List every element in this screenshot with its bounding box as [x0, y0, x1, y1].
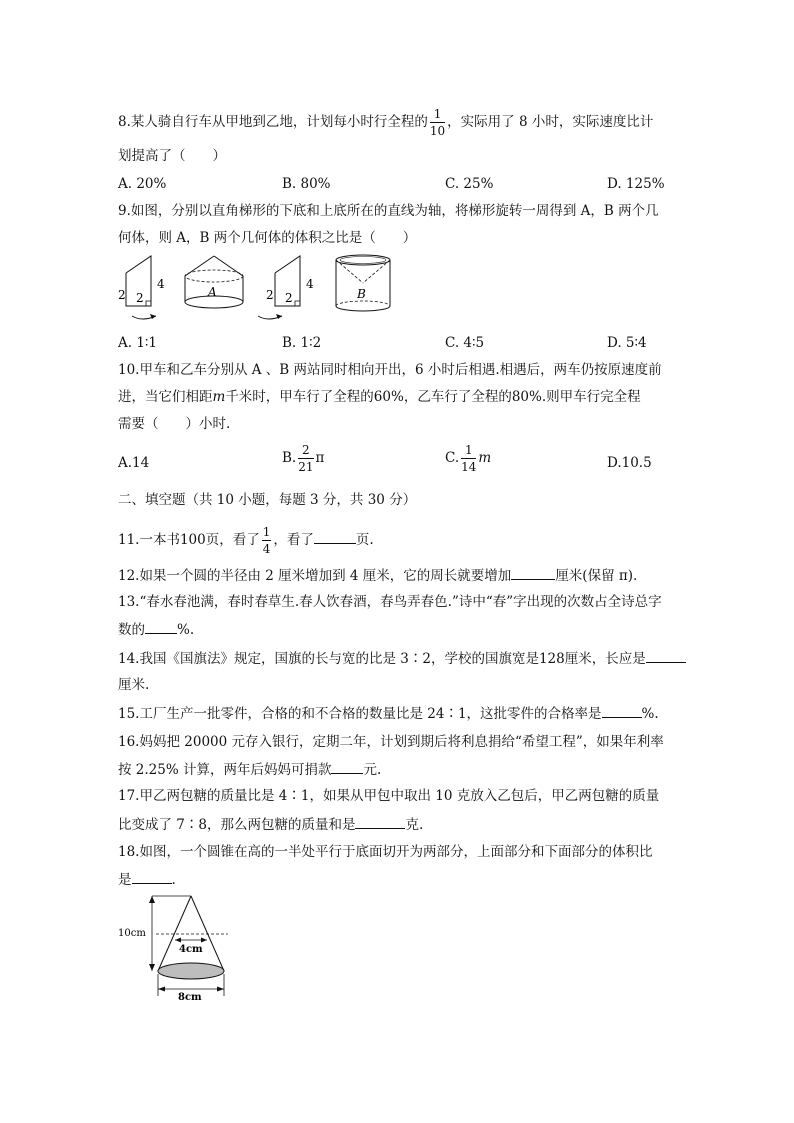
q12-post: 厘米(保留 π).	[555, 568, 638, 584]
solid-a	[185, 256, 243, 308]
q14-answer-blank[interactable]	[646, 649, 686, 663]
q8-option-d: D. 125%	[607, 176, 665, 192]
q10-b-num: 2	[298, 444, 313, 459]
q9-option-c: C. 4∶5	[445, 335, 485, 351]
q8-fraction	[430, 108, 445, 137]
q18-cone-figure	[118, 888, 248, 1003]
q10-option-d: D.10.5	[607, 455, 652, 471]
q10-line3: 需要（ ）小时.	[118, 416, 231, 432]
fig9-base-2: 2	[285, 291, 293, 305]
section-heading: 二、填空题（共 10 小题，每题 3 分，共 30 分）	[118, 492, 417, 508]
q10-c-prefix: C.	[445, 450, 460, 466]
q16-line1: 16.妈妈把 20000 元存入银行，定期二年，计划到期后将利息捐给“希望工程”，如果年利率	[118, 734, 664, 750]
q10-line2-pre: 进，当它们相距	[118, 389, 213, 405]
q8-text: 8.某人骑自行车从甲地到乙地，计划每小时行全程的	[118, 114, 428, 130]
q10-option-a: A.14	[118, 455, 150, 471]
fig9-side-right-2: 4	[306, 277, 314, 291]
q10-line2-post: 千米时，甲车行了全程的60%，乙车行了全程的80%.则甲车行完全程	[225, 389, 641, 405]
q8-line2: 划提高了（ ）	[118, 148, 226, 164]
q10-line1: 10.甲车和乙车分别从 A 、B 两站同时相向开出，6 小时后相遇.相遇后，两车仍按原速度前	[118, 362, 662, 378]
q10-line2	[118, 388, 641, 406]
q18-post: .	[171, 872, 176, 888]
q18-mid-label: 4cm	[179, 944, 203, 955]
base-arrow-right-icon	[217, 987, 224, 992]
q10-var-m: m	[212, 389, 226, 405]
q17-line1: 17.甲乙两包糖的质量比是 4∶1，如果从甲包中取出 10 克放入乙包后，甲乙两包糖的质量	[118, 788, 660, 804]
q18-line2	[118, 870, 176, 889]
fig9-side-left-2: 2	[266, 288, 274, 302]
q8-option-a: A. 20%	[118, 176, 167, 192]
q9-figure	[110, 250, 530, 330]
trapezoid-right	[258, 256, 314, 319]
q11-line	[118, 526, 374, 555]
q18-pre: 是	[118, 872, 132, 888]
q10-c-num: 1	[461, 444, 476, 459]
base-arrow-left-icon	[158, 987, 165, 992]
q11-post: 页.	[355, 532, 374, 548]
q13-post: %.	[177, 622, 195, 638]
q9-option-b: B. 1∶2	[282, 335, 322, 351]
q14-line1	[118, 649, 686, 668]
q10-b-suffix: π	[315, 450, 325, 466]
q10-option-c	[445, 444, 491, 473]
q18-height-label: 10cm	[118, 928, 146, 939]
fig9-label-a: A	[208, 285, 217, 299]
q15-pre: 15.工厂生产一批零件，合格的和不合格的数量比是 24∶1，这批零件的合格率是	[118, 706, 602, 722]
q9-option-d: D. 5∶4	[607, 335, 647, 351]
q17-line2	[118, 815, 423, 834]
fig9-side-right-1: 4	[157, 277, 165, 291]
q10-c-suffix: m	[478, 450, 492, 466]
q16-answer-blank[interactable]	[331, 760, 363, 774]
q10-option-b	[282, 444, 324, 473]
height-arrow-top-icon	[149, 896, 155, 903]
q8-frac-den: 10	[429, 124, 446, 138]
q16-line2	[118, 760, 381, 779]
q13-pre: 数的	[118, 622, 145, 638]
q17-answer-blank[interactable]	[355, 815, 405, 829]
q10-b-den: 21	[298, 460, 314, 474]
fig9-label-b: B	[357, 287, 366, 301]
q12-pre: 12.如果一个圆的半径由 2 厘米增加到 4 厘米，它的周长就要增加	[118, 568, 512, 584]
q10-b-fraction	[298, 444, 313, 473]
q11-frac-den: 4	[262, 542, 271, 556]
q13-answer-blank[interactable]	[145, 620, 177, 634]
q8-option-c: C. 25%	[445, 176, 494, 192]
mid-arrow-left-icon	[175, 938, 181, 943]
q10-c-den: 14	[461, 460, 477, 474]
q13-line1: 13.“春水春池满，春时春草生.春人饮春酒，春鸟弄春色.”诗中“春”字出现的次数占全诗总字	[118, 594, 662, 610]
q18-answer-blank[interactable]	[132, 870, 172, 884]
q9-line2: 何体，则 A，B 两个几何体的体积之比是（ ）	[118, 230, 417, 246]
q8-option-b: B. 80%	[282, 176, 331, 192]
fig9-side-left-1: 2	[118, 288, 126, 302]
q11-pre: 11.一本书100页，看了	[118, 532, 260, 548]
q15-answer-blank[interactable]	[602, 704, 642, 718]
q14-text: 14.我国《国旗法》规定，国旗的长与宽的比是 3∶2，学校的国旗宽是128厘米，长应是	[118, 651, 646, 667]
q16-post: 元.	[363, 762, 382, 778]
q10-b-prefix: B.	[282, 450, 297, 466]
q9-line1: 9.如图，分别以直角梯形的下底和上底所在的直线为轴，将梯形旋转一周得到 A，B 两个几	[118, 203, 659, 219]
q15-post: %.	[641, 706, 659, 722]
q18-base-label: 8cm	[178, 992, 202, 1003]
q13-line2	[118, 620, 194, 639]
q8-text-post: ，实际用了 8 小时，实际速度比计	[447, 114, 654, 130]
mid-arrow-right-icon	[201, 938, 207, 943]
q11-answer-blank[interactable]	[314, 530, 356, 544]
q15-line	[118, 704, 659, 723]
cone-base	[158, 963, 224, 979]
fig9-base-1: 2	[136, 291, 144, 305]
q8-line1	[118, 108, 653, 137]
trapezoid-left	[118, 256, 165, 319]
q11-frac-num: 1	[262, 525, 271, 539]
q11-fraction	[262, 526, 272, 555]
solid-b	[336, 255, 390, 311]
q12-line	[118, 566, 637, 585]
q11-mid: ，看了	[273, 532, 314, 548]
q16-pre: 按 2.25% 计算，两年后妈妈可捐款	[118, 762, 332, 778]
q8-frac-num: 1	[430, 108, 445, 123]
q14-line2: 厘米.	[118, 677, 150, 693]
q10-c-fraction	[461, 444, 476, 473]
q17-post: 克.	[405, 817, 424, 833]
q9-option-a: A. 1∶1	[118, 335, 158, 351]
q17-pre: 比变成了 7∶8，那么两包糖的质量和是	[118, 817, 356, 833]
q12-answer-blank[interactable]	[511, 566, 555, 580]
q18-line1: 18.如图，一个圆锥在高的一半处平行于底面切开为两部分，上面部分和下面部分的体积比	[118, 844, 653, 860]
height-arrow-bottom-icon	[149, 964, 155, 971]
